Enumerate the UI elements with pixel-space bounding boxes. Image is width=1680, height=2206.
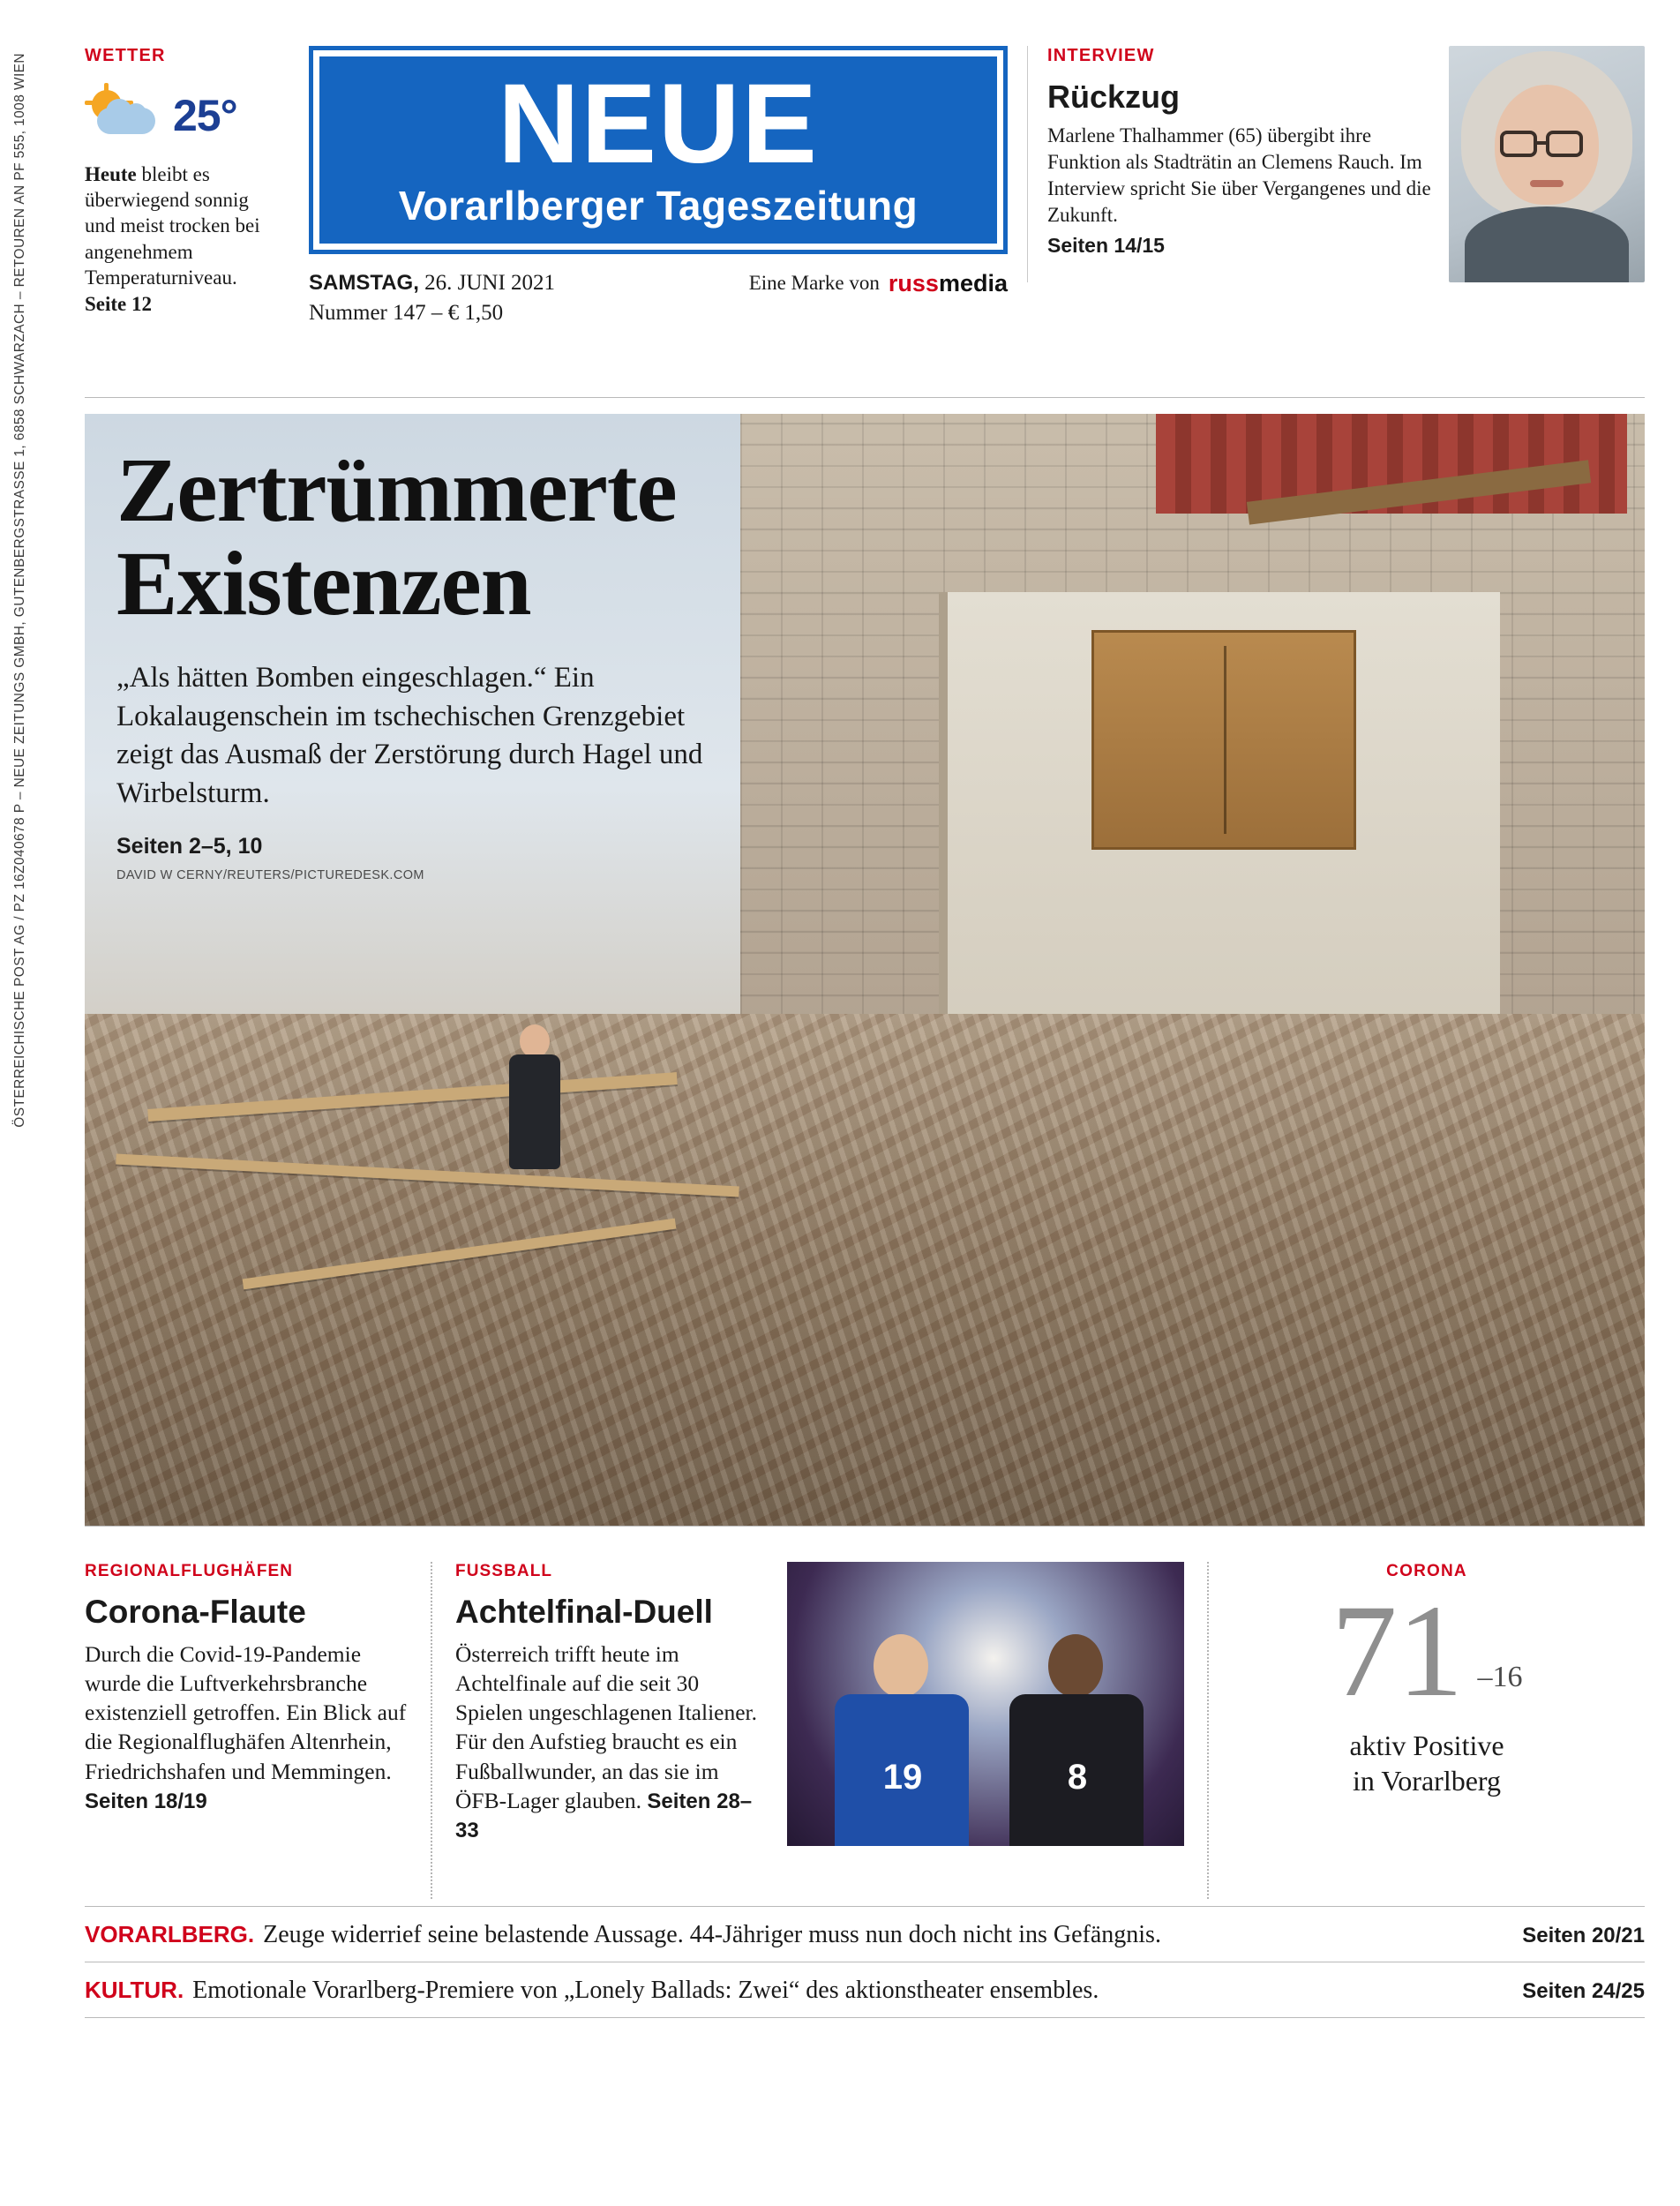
- player-right-number: 8: [1067, 1758, 1088, 1797]
- teaser-page-ref[interactable]: Seiten 28–33: [455, 1789, 753, 1842]
- lead-text: [116, 439, 734, 883]
- weather-kicker: WETTER: [85, 46, 166, 65]
- teaser-page-ref[interactable]: Seiten 18/19: [85, 1789, 207, 1813]
- logo-frame: [309, 46, 1008, 254]
- logo-wordmark: NEUE: [498, 61, 819, 187]
- russmedia-logo-part-a: russ: [888, 269, 939, 296]
- legal-spine: [0, 0, 49, 2206]
- brief-kicker: KULTUR.: [85, 1977, 184, 2003]
- player-left-number: 19: [882, 1758, 923, 1797]
- teaser-title: Corona-Flaute: [85, 1594, 306, 1630]
- russmedia-logo-part-b: media: [938, 269, 1008, 296]
- teaser-regionalflughaefen[interactable]: [85, 1562, 431, 1899]
- teaser-body: [85, 1639, 408, 1815]
- interview-teaser[interactable]: [1027, 46, 1645, 282]
- teaser-body: [455, 1639, 768, 1844]
- brief-kicker: VORARLBERG.: [85, 1921, 255, 1947]
- corona-delta: –16: [1477, 1661, 1523, 1693]
- teaser-title: Achtelfinal-Duell: [455, 1594, 713, 1630]
- weather-summary: [85, 82, 275, 149]
- player-right: [994, 1625, 1161, 1846]
- teaser-fussball-text: [455, 1562, 768, 1899]
- corona-kicker: CORONA: [1386, 1562, 1467, 1580]
- teaser-body-text: Österreich trifft heute im Achtelfinale auf die seit 30 Spielen ungeschlagenen Italiener. Für den Aufstieg braucht es ein Fußballwunder, an das sie im ÖFB-Lager glauben.: [455, 1641, 757, 1813]
- logo-block: [289, 46, 1027, 327]
- photo-credit: DAVID W CERNY/REUTERS/PICTUREDESK.COM: [116, 868, 424, 883]
- masthead: [85, 0, 1645, 397]
- newspaper-front-page: [49, 0, 1680, 2206]
- player-left: [819, 1625, 986, 1846]
- interview-page-ref[interactable]: Seiten 14/15: [1047, 233, 1165, 257]
- sun-cloud-icon: [85, 88, 161, 143]
- corona-label-line-1: aktiv Positive: [1349, 1730, 1504, 1761]
- issue-meta: [309, 268, 1008, 328]
- lead-standfirst: „Als hätten Bomben eingeschlagen.“ Ein Lokalaugenschein im tschechischen Grenzgebiet zeigt das Ausmaß der Zerstörung durch Hagel und Wirbelsturm.: [116, 662, 703, 809]
- issue-info: [309, 268, 555, 328]
- corona-number-row: [1232, 1578, 1622, 1724]
- issue-date-day: SAMSTAG,: [309, 270, 419, 295]
- teaser-kicker: FUSSBALL: [455, 1562, 553, 1580]
- teaser-body-text: Durch die Covid-19-Pandemie wurde die Luftverkehrsbranche existenziell getroffen. Ein Blick auf die Regionalflughäfen Altenrhein, Friedrichshafen und Memmingen.: [85, 1641, 407, 1784]
- weather-description: [85, 161, 275, 290]
- interview-portrait: [1449, 46, 1645, 282]
- weather-description-lead: Heute: [85, 163, 137, 185]
- issue-date-rest: 26. JUNI 2021: [418, 270, 556, 295]
- interview-kicker: INTERVIEW: [1047, 46, 1155, 65]
- teaser-fussball[interactable]: [431, 1562, 1207, 1899]
- brief-row-vorarlberg[interactable]: [85, 1906, 1645, 1962]
- interview-text: [1047, 46, 1436, 282]
- interview-title: Rückzug: [1047, 79, 1181, 115]
- brand-prefix: Eine Marke von: [748, 272, 880, 295]
- corona-active-cases: 71: [1331, 1578, 1464, 1724]
- teaser-fussball-photo: [787, 1562, 1184, 1846]
- interview-body: Marlene Thalhammer (65) übergibt ihre Funktion als Stadträtin an Clemens Rauch. Im Interview spricht Sie über Vergangenes und die Zukunft.: [1047, 124, 1431, 226]
- brief-page-ref[interactable]: Seiten 20/21: [1522, 1924, 1645, 1947]
- logo-subtitle: Vorarlberger Tageszeitung: [398, 182, 919, 229]
- corona-label: [1232, 1728, 1622, 1798]
- brand-line: [749, 268, 1008, 297]
- corona-stat-block: [1207, 1562, 1645, 1899]
- brief-row-kultur[interactable]: [85, 1962, 1645, 2018]
- legal-spine-text: ÖSTERREICHISCHE POST AG / PZ 16Z040678 P – NEUE ZEITUNGS GMBH, GUTENBERGSTRASSE 1, 6858 SCHWARZACH – RETOUREN AN PF 555, 1008 WIEN: [12, 53, 27, 1128]
- brief-text: Emotionale Vorarlberg-Premiere von „Lonely Ballads: Zwei“ des aktionstheater ensembles.: [192, 1977, 1099, 2004]
- brief-list: [85, 1906, 1645, 2018]
- issue-number: Nummer 147 – € 1,50: [309, 300, 504, 325]
- brief-page-ref[interactable]: Seiten 24/25: [1522, 1979, 1645, 2003]
- corona-label-line-2: in Vorarlberg: [1353, 1765, 1501, 1797]
- logo-inner: [319, 56, 997, 244]
- teaser-row: [85, 1546, 1645, 1899]
- issue-date: [309, 268, 555, 298]
- weather-page-ref[interactable]: Seite 12: [85, 293, 153, 316]
- brief-text: Zeuge widerrief seine belastende Aussage. 44-Jähriger muss nun doch nicht ins Gefängnis.: [263, 1921, 1161, 1948]
- headline-line-2: Existenzen: [116, 533, 531, 635]
- teaser-kicker: REGIONALFLUGHÄFEN: [85, 1562, 294, 1580]
- lead-page-ref[interactable]: Seiten 2–5, 10: [116, 834, 263, 859]
- headline-line-1: Zertrümmerte: [116, 439, 677, 541]
- weather-temperature: 25°: [173, 91, 237, 140]
- lead-story[interactable]: [85, 414, 1645, 1526]
- russmedia-logo: [889, 270, 1008, 297]
- page-title: [116, 439, 734, 635]
- weather-block: [85, 46, 289, 316]
- person-in-rubble: [506, 1024, 562, 1192]
- weather-description-text: bleibt es überwiegend sonnig und meist trocken bei angenehmem Temperaturniveau.: [85, 163, 260, 289]
- lead-divider: [85, 1526, 1645, 1527]
- header-divider: [85, 397, 1645, 398]
